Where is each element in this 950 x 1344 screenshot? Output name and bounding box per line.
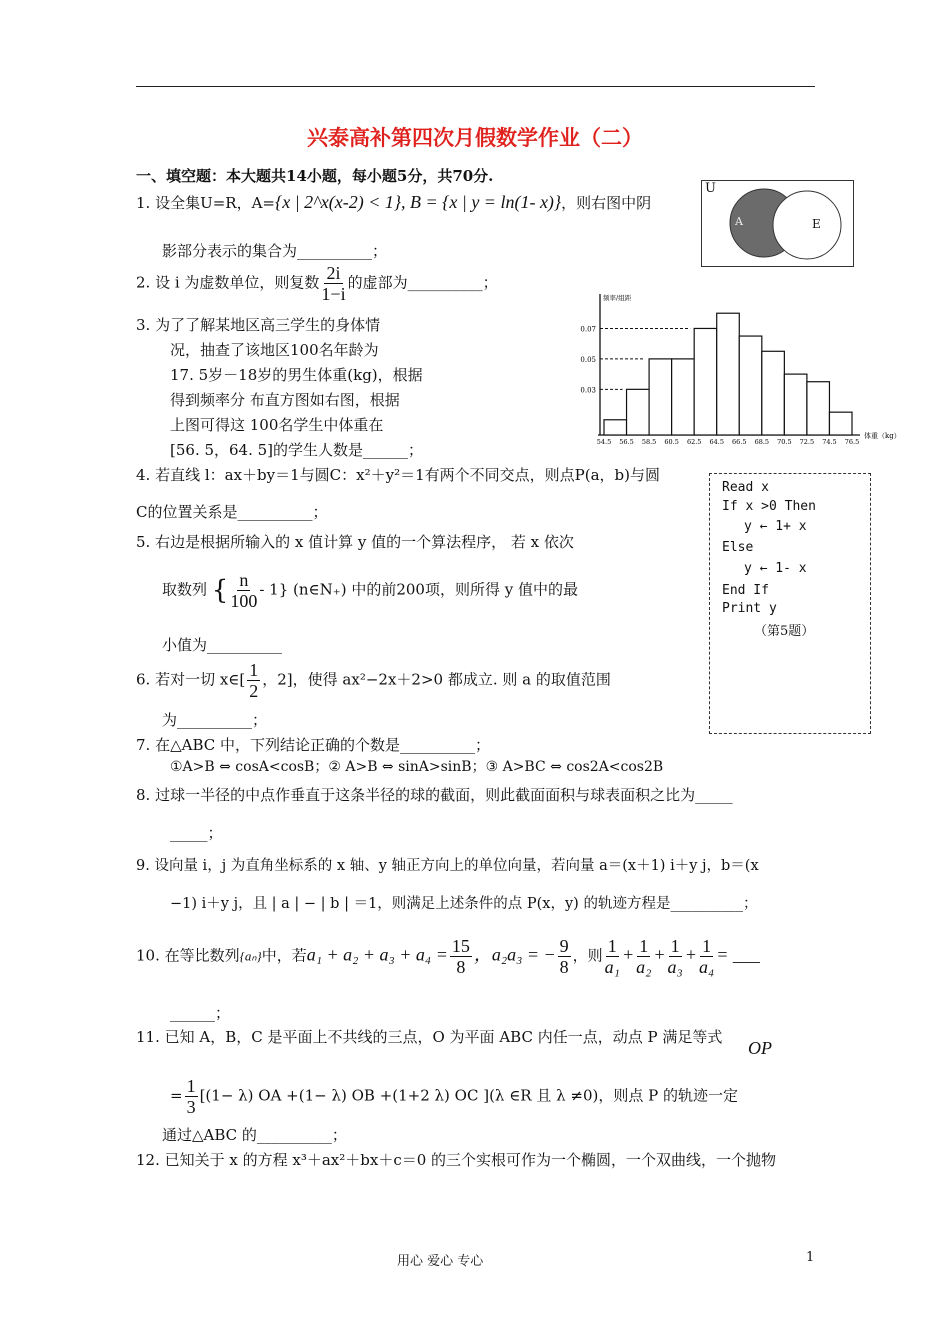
denominator: a₁ [604,957,620,977]
q9-line: 9. 设向量 i，j 为直角坐标系的 x 轴、y 轴正方向上的单位向量，若向量 a＝(x＋1) i＋y j，b＝(x [136,858,759,874]
q10-recip [605,936,620,977]
q6-fraction [247,660,260,701]
q6-text-b: ，2]，使得 ax²−2x＋2>0 都成立. 则 a 的取值范围 [262,670,611,689]
algo-caption: （第5题） [754,624,815,639]
q1-math: {x | 2^x(x-2) < 1}, B = {x | y = ln(1- x)} [275,192,562,212]
denominator: 8 [456,957,466,977]
numerator: 1 [639,936,649,956]
q2-fraction [321,263,345,304]
numerator: 15 [451,936,470,956]
algo-line: If x >0 Then [722,499,816,514]
numerator: 1 [186,1076,196,1096]
q5-line: 5. 右边是根据所输入的 x 值计算 y 值的一个算法程序， 若 x 依次 [136,533,574,551]
y-tick-label: 0.03 [580,386,596,395]
histogram-bar [604,420,627,435]
histogram-bar [807,382,830,435]
q4-line2: C的位置关系是__________； [136,503,328,521]
x-tick-label: 74.5 [822,438,837,446]
q1-text: 1. 设全集U=R，A= [136,194,275,212]
histogram-bar [627,389,650,435]
x-tick-label: 62.5 [686,438,702,446]
q10-recip [699,936,714,977]
q12-line: 12. 已知关于 x 的方程 x³＋ax²＋bx＋c＝0 的三个实根可作为一个椭圆，一个双曲线，一个抛物 [136,1151,777,1169]
q11-line: 11. 已知 A，B，C 是平面上不共线的三点，O 为平面 ABC 内任一点，动点 P 满足等式 [136,1028,723,1046]
x-tick-label: 58.5 [641,438,657,446]
q8-line2: _____； [170,824,223,842]
y-tick-label: 0.05 [580,355,596,364]
venn-label-b: E [812,217,821,231]
q10-text: 10. 在等比数列 [136,946,240,965]
x-axis-label: 体重（kg） [864,432,901,440]
histogram-bar [829,412,852,435]
plus: + [684,944,697,965]
histogram-bar [739,336,762,435]
y-tick-label: 0.07 [580,325,596,334]
question-2 [136,263,498,304]
q1-text-b: ，则右图中阴 [561,194,652,212]
algo-line: y ← 1+ x [744,519,807,534]
denominator: a₄ [698,957,715,977]
denominator: 2 [249,681,259,701]
histogram-bar [694,328,717,435]
q10-seq: {aₙ} [239,948,262,964]
venn-diagram [701,180,854,267]
q3-line: 况，抽查了该地区100名年龄为 [170,341,379,359]
q4-line: 4. 若直线 l：ax＋by＝1与圆C：x²＋y²＝1有两个不同交点，则点P(a，b)与圆 [136,466,660,484]
q9-line2: −1) i＋y j，且 | a | − | b | ＝1，则满足上述条件的点 P(x，y) 的轨迹方程是__________； [170,896,758,912]
question-10 [136,936,760,977]
histogram-bar [672,359,695,435]
q3-line: [56. 5，64. 5]的学生人数是______； [170,441,424,459]
histogram-bar [717,313,740,435]
histogram-bar [649,359,672,435]
q10-prod: ，a₂a₃ = − [473,944,556,965]
algo-line: End If [722,583,769,598]
x-tick-label: 64.5 [709,438,724,446]
question-1 [136,192,651,213]
q3-line: 3. 为了了解某地区高三学生的身体情 [136,316,381,334]
algo-line: Print y [722,601,777,616]
denominator: 3 [186,1097,196,1117]
section-heading: 一、填空题：本大题共14小题，每小题5分，共70分. [136,167,494,185]
q8-line: 8. 过球一半径的中点作垂直于这条半径的球的截面，则此截面面积与球表面积之比为_____ [136,786,733,804]
venn-svg [702,181,853,266]
header-rule [136,86,815,87]
x-tick-label: 70.5 [777,438,792,446]
q7-line2: ①A>B ⇔ cosA<cosB；② A>B ⇔ sinA>sinB；③ A>BC ⇔ cos2A<cos2B [170,759,664,775]
q6-line2: 为__________； [162,711,268,729]
denominator: a₃ [667,957,683,977]
numerator: 9 [559,936,569,956]
y-axis-label: 频率/组距 [603,294,632,302]
histogram-bar [784,374,807,435]
set-b-circle [773,191,841,259]
vector-op: OP [748,1038,772,1058]
x-tick-label: 54.5 [596,438,612,446]
q11-fraction [185,1076,198,1117]
histogram-chart [570,290,910,450]
q11-text-b: [(1− λ) OA +(1− λ) OB +(1+2 λ) OC ](λ ∈R 且 λ ≠0)，则点 P 的轨迹一定 [199,1086,738,1105]
q5-line2: 取数列 { $\frac{n}{100}$ - 1} (n∈N₊) 中的前200项，则所得 y 值中的最 [162,570,578,611]
denominator: 100 [230,591,258,611]
q3-line: 17. 5岁－18岁的男生体重(kg)，根据 [170,366,423,384]
page-title: 兴泰高补第四次月假数学作业（二） [307,125,643,150]
question-6 [136,660,611,701]
q11-line2 [170,1076,738,1117]
x-tick-label: 76.5 [844,438,860,446]
equals-blank: = ___ [716,944,760,965]
q10-frac2 [558,936,571,977]
page-number: 1 [806,1250,815,1265]
q10-text-c: ，则 [572,946,603,965]
q6-text: 6. 若对一切 x∈[ [136,670,246,689]
x-tick-label: 60.5 [664,438,679,446]
q10-line2: ______； [170,1004,231,1022]
denominator: a₂ [636,957,652,977]
venn-label-u: U [705,181,716,196]
algo-line: Else [722,540,754,555]
numerator: 1 [607,936,617,956]
q10-recip [668,936,683,977]
numerator: 1 [249,660,259,680]
algorithm-box [709,473,871,734]
denominator: 8 [559,957,569,977]
footer-motto: 用心 爱心 专心 [397,1254,484,1269]
x-tick-label: 66.5 [732,438,747,446]
algo-line: Read x [722,480,769,495]
q5-line3: 小值为__________ [162,636,283,654]
q7-line: 7. 在△ABC 中，下列结论正确的个数是__________； [136,736,490,754]
q3-line: 得到频率分 布直方图如右图，根据 [170,391,400,409]
q10-text-b: 中，若 [261,946,307,965]
numerator: 2i [326,263,341,283]
plus: + [653,944,666,965]
denominator: 1−i [321,284,346,304]
histogram-bar [762,351,785,435]
venn-label-a: A [735,215,743,228]
q3-line: 上图可得这 100名学生中体重在 [170,416,384,434]
algo-line: y ← 1- x [744,561,807,576]
x-tick-label: 72.5 [799,438,815,446]
q2-text: 2. 设 i 为虚数单位，则复数 [136,273,320,292]
equals: = [170,1086,183,1105]
numerator: 1 [702,936,712,956]
x-tick-label: 56.5 [619,438,634,446]
q5-fraction [230,570,257,611]
numerator: 1 [670,936,680,956]
q11-line3: 通过△ABC 的__________； [162,1126,347,1144]
q10-recip [636,936,651,977]
plus: + [621,944,635,965]
q2-text-b: 的虚部为__________； [347,273,498,292]
q1-line2: 影部分表示的集合为__________； [162,242,388,260]
q5-text: 取数列 [162,580,208,599]
q10-frac1 [450,936,472,977]
q5-text-c: - 1} (n∈N₊) 中的前200项，则所得 y 值中的最 [259,580,578,599]
x-tick-label: 68.5 [754,438,770,446]
q10-sum: a₁ + a₂ + a₃ + a₄ = [306,944,448,965]
numerator: n [239,570,249,590]
